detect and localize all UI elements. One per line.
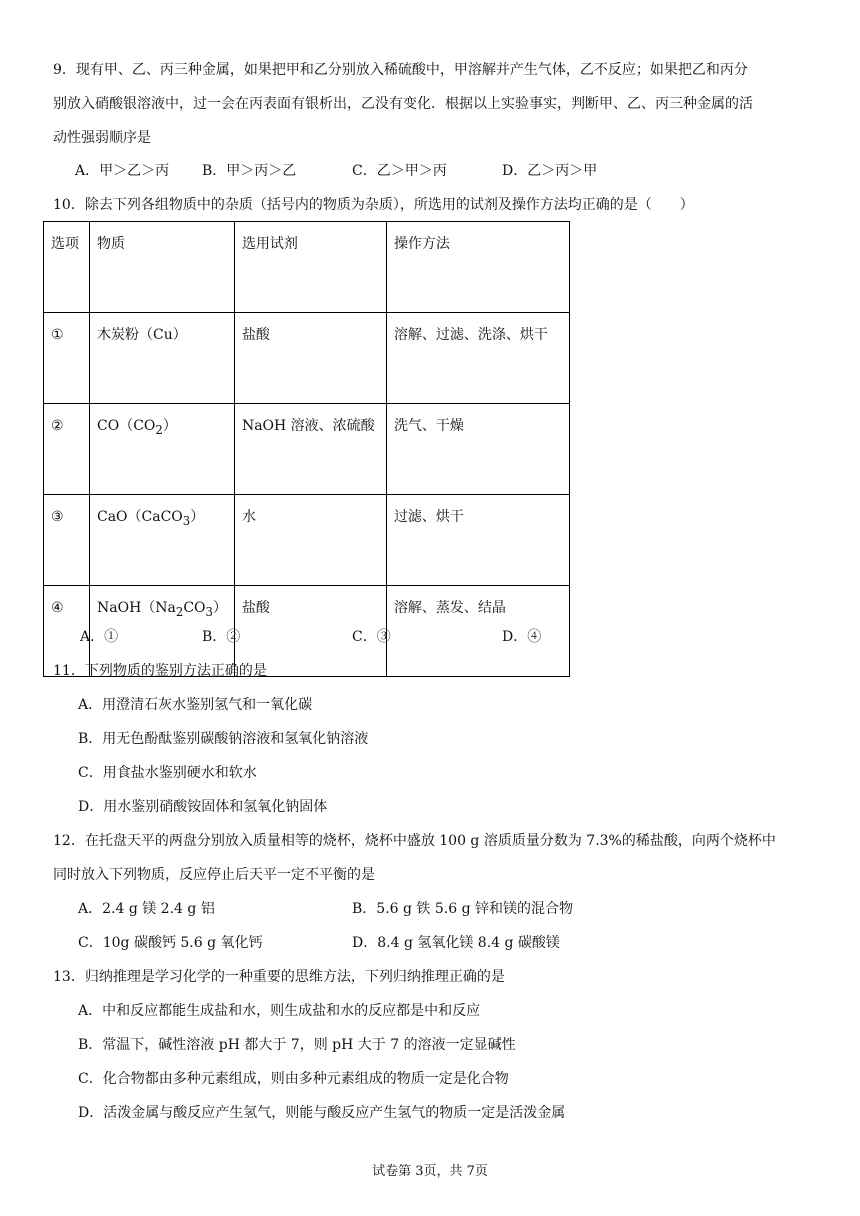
row-reagent: 盐酸 — [234, 313, 386, 404]
header-substance: 物质 — [90, 222, 235, 313]
page-footer: 试卷第 3页，共 7页 — [372, 1164, 488, 1179]
table-row — [44, 495, 570, 586]
q10-table — [43, 221, 570, 677]
row-substance: $NaOH(Na_2CO_3)$ — [90, 586, 235, 677]
row-method: 过滤、烘干 — [386, 495, 569, 586]
row-number: ③ — [44, 495, 90, 586]
row-reagent: 水 — [234, 495, 386, 586]
q11-option-c: C．用食盐水鉴别硬水和软水 — [78, 765, 257, 781]
q9-option-a: A．甲＞乙＞丙 — [75, 163, 170, 179]
row-method: 溶解、过滤、洗涤、烘干 — [386, 313, 569, 404]
q12-option-c: C．10g 碳酸钙 5.6 g 氧化钙 — [78, 935, 263, 951]
row-reagent: 盐酸 — [234, 586, 386, 677]
table-row — [44, 313, 570, 404]
q11-option-a: A．用澄清石灰水鉴别氢气和一氧化碳 — [78, 697, 313, 713]
q9-option-b: B．甲＞丙＞乙 — [202, 163, 297, 179]
q13-option-c: C．化合物都由多种元素组成，则由多种元素组成的物质一定是化合物 — [78, 1071, 509, 1087]
header-reagent: 选用试剂 — [234, 222, 386, 313]
q9-stem-line2: 别放入硝酸银溶液中，过一会在丙表面有银析出，乙没有变化．根据以上实验事实，判断甲、乙、丙三种金属的活 — [53, 96, 753, 112]
row-substance: CaO（CaCO$_3$） — [90, 495, 235, 586]
row-reagent: NaOH 溶液、浓硫酸 — [234, 404, 386, 495]
q13-stem: 13．归纳推理是学习化学的一种重要的思维方法，下列归纳推理正确的是 — [53, 969, 505, 985]
q12-stem-line2: 同时放入下列物质，反应停止后天平一定不平衡的是 — [53, 867, 375, 883]
table-row — [44, 404, 570, 495]
row-method: 溶解、蒸发、结晶 — [386, 586, 569, 677]
q11-option-b: B．用无色酚酞鉴别碳酸钠溶液和氢氧化钠溶液 — [78, 731, 369, 747]
q9-stem-line1: 9．现有甲、乙、丙三种金属，如果把甲和乙分别放入稀硫酸中，甲溶解并产生气体，乙不反应；如果把乙和丙分 — [53, 62, 748, 78]
q13-option-a: A．中和反应都能生成盐和水，则生成盐和水的反应都是中和反应 — [78, 1003, 481, 1019]
row-method: 洗气、干燥 — [386, 404, 569, 495]
q10-option-a: A．① — [80, 629, 119, 645]
header-option: 选项 — [44, 222, 90, 313]
q12-option-a: A．2.4 g 镁 2.4 g 铝 — [78, 901, 215, 917]
q13-option-d: D．活泼金属与酸反应产生氢气，则能与酸反应产生氢气的物质一定是活泼金属 — [78, 1105, 566, 1121]
row-number: ① — [44, 313, 90, 404]
header-method: 操作方法 — [386, 222, 569, 313]
q11-option-d: D．用水鉴别硝酸铵固体和氢氧化钠固体 — [78, 799, 328, 815]
q12-stem-line1: 12．在托盘天平的两盘分别放入质量相等的烧杯，烧杯中盛放 100 g 溶质质量分数为 7.3%的稀盐酸，向两个烧杯中 — [53, 833, 776, 849]
row-substance: 木炭粉（Cu） — [90, 313, 235, 404]
row-number: ② — [44, 404, 90, 495]
q9-stem-line3: 动性强弱顺序是 — [53, 130, 151, 146]
q9-option-d: D．乙＞丙＞甲 — [502, 163, 598, 179]
row-substance: $CO(CO_2)$ — [90, 404, 235, 495]
q12-option-d: D．8.4 g 氢氧化镁 8.4 g 碳酸镁 — [352, 935, 560, 951]
q10-option-c: C．③ — [352, 629, 391, 645]
q12-option-b: B．5.6 g 铁 5.6 g 锌和镁的混合物 — [352, 901, 573, 917]
table-header-row — [44, 222, 570, 313]
q10-option-b: B．② — [202, 629, 241, 645]
q10-option-d: D．④ — [502, 629, 542, 645]
q10-stem: 10．除去下列各组物质中的杂质（括号内的物质为杂质），所选用的试剂及操作方法均正确的是（ ） — [53, 197, 694, 213]
q11-stem: 11．下列物质的鉴别方法正确的是 — [53, 663, 267, 679]
q13-option-b: B．常温下，碱性溶液 pH 都大于 7，则 pH 大于 7 的溶液一定显碱性 — [78, 1037, 516, 1053]
row-number: ④ — [44, 586, 90, 677]
q9-option-c: C．乙＞甲＞丙 — [352, 163, 447, 179]
